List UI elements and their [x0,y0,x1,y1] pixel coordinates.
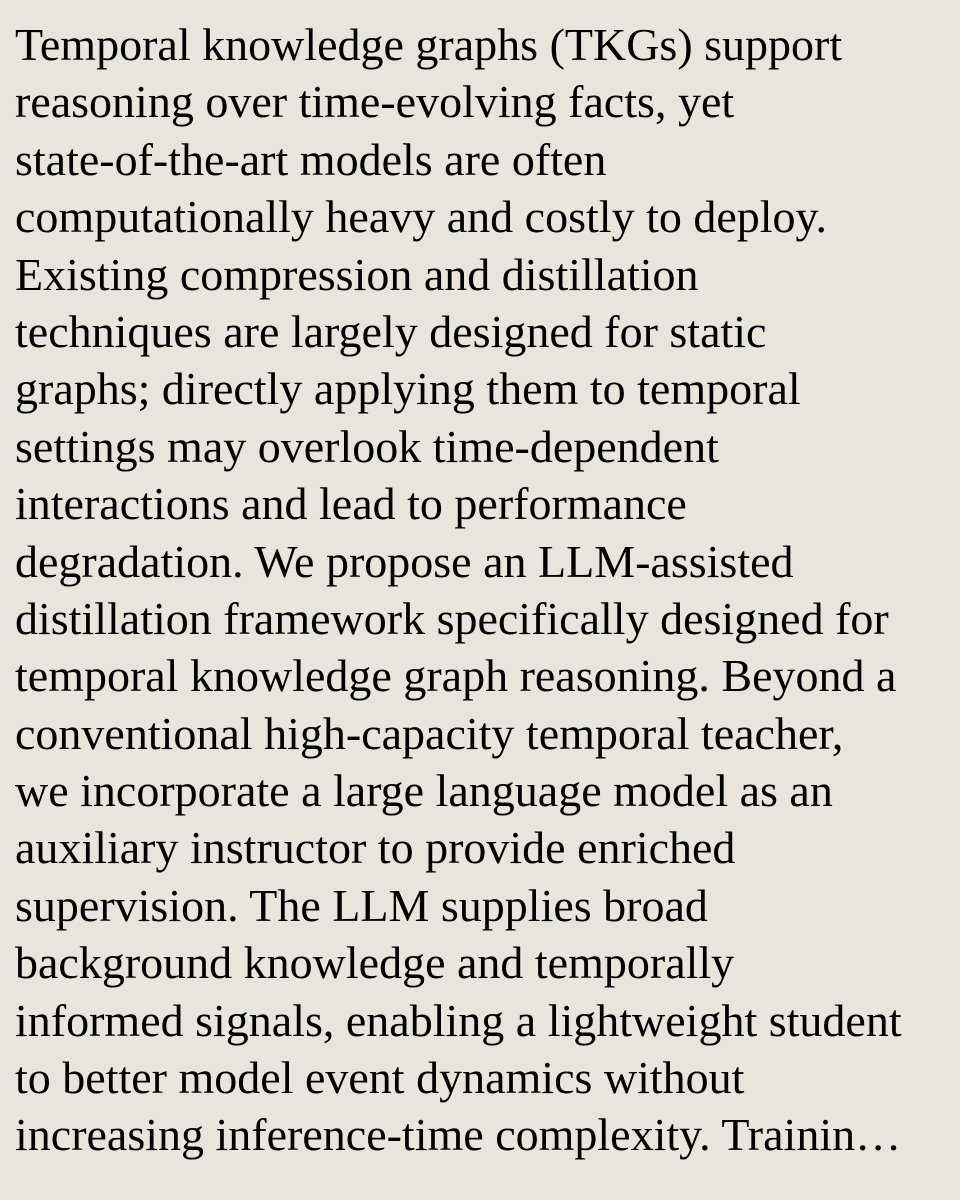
text-line: interactions and lead to performance [15,478,687,530]
text-line: techniques are largely designed for static [15,305,767,357]
text-line: degradation. We propose an LLM-assisted [15,535,794,587]
text-line: background knowledge and temporally [15,937,735,989]
text-line: to better model event dynamics without [15,1052,745,1104]
text-line: informed signals, enabling a lightweight student [15,994,902,1046]
text-line: reasoning over time-evolving facts, yet [15,76,735,128]
text-line: increasing inference-time complexity. Trainin… [15,1109,902,1161]
text-line: state-of-the-art models are often [15,133,607,185]
text-line: settings may overlook time-dependent [15,420,719,472]
text-line: we incorporate a large language model as an [15,765,833,817]
text-line: computationally heavy and costly to deploy. [15,191,828,243]
text-line: supervision. The LLM supplies broad [15,879,708,931]
abstract-text [15,16,954,1164]
text-line: Temporal knowledge graphs (TKGs) support [15,19,843,70]
text-line: graphs; directly applying them to temporal [15,363,801,415]
text-line: auxiliary instructor to provide enriched [15,822,736,874]
text-line: distillation framework specifically designed for [15,592,889,644]
text-line: Existing compression and distillation [15,248,699,300]
text-line: conventional high-capacity temporal teacher, [15,707,844,759]
text-line: temporal knowledge graph reasoning. Beyond a [15,650,897,702]
